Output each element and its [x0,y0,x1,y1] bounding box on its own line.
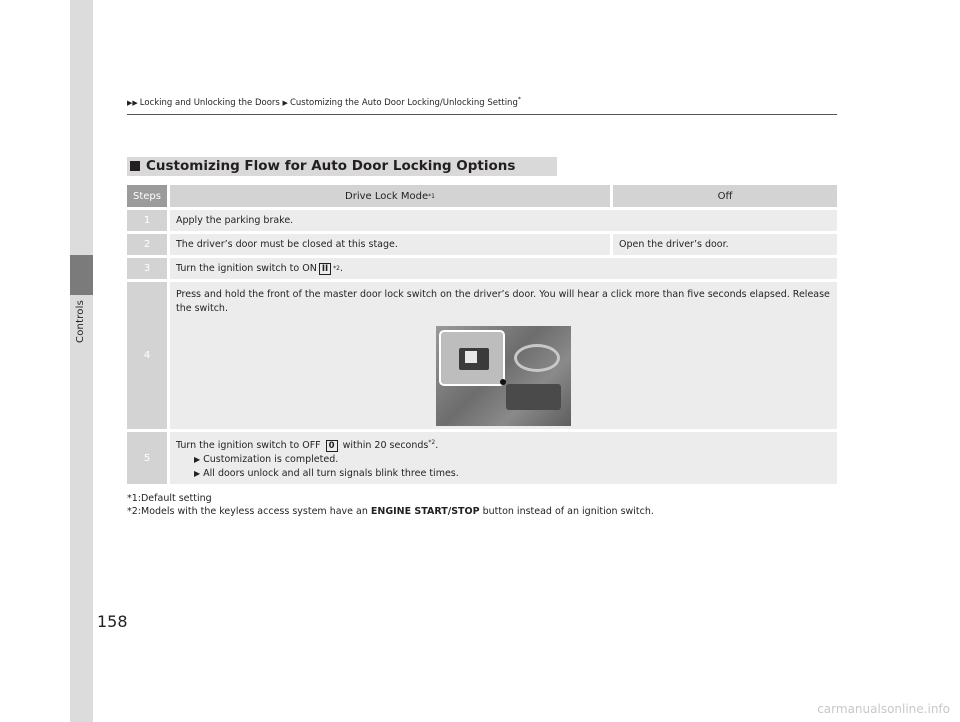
substep-line [176,467,831,481]
window-switch-panel [506,384,561,410]
pointer-dot [500,379,506,385]
sidebar-label: Controls [75,300,86,343]
substep-text: All doors unlock and all turn signals blink three times. [203,468,459,480]
lock-switch-button [465,351,477,363]
step-text-part: Turn the ignition switch to OFF [176,440,324,452]
footnote-ref: *1 [428,192,435,200]
step-text-part: Turn the ignition switch to ON [176,263,317,274]
header-rule [127,114,837,115]
sidebar-tab-controls[interactable] [70,255,93,295]
breadcrumb-arrow-icon: ▶ [282,98,288,107]
substep-text: Customization is completed. [203,454,339,466]
footnote-2-bold: ENGINE START/STOP [370,506,480,517]
step-text-paragraph: Press and hold the front of the master door lock switch on the driver’s door. You will hear a click more than five seconds elapsed. Release the switch. [176,289,830,314]
breadcrumb-mark: * [517,96,521,103]
table-row [127,210,837,231]
step-number: 1 [127,210,167,231]
header-steps: Steps [127,185,167,207]
sidebar [70,0,93,722]
step-text [170,258,837,279]
step-number: 3 [127,258,167,279]
breadcrumb-item-customizing[interactable]: Customizing the Auto Door Locking/Unlocking Setting [289,97,518,108]
page-number: 158 [97,612,128,631]
footnote-1: *1:Default setting [127,493,212,504]
section-title [127,157,557,176]
footnotes [127,492,654,518]
switch-detail-inset [439,330,505,386]
arrow-right-icon: ▶ [194,469,201,479]
footnote-2-text: *2:Models with the keyless access system have an [127,506,371,517]
breadcrumb [127,96,521,108]
breadcrumb-item-locking[interactable]: Locking and Unlocking the Doors [139,97,280,108]
header-off: Off [613,185,837,207]
square-bullet-icon [130,161,140,171]
substep-line [176,453,831,467]
ignition-key-icon: 0 [326,440,338,452]
door-lock-switch-photo [436,326,571,426]
footnote-2 [127,505,654,518]
table-header [127,185,837,207]
step-text: Apply the parking brake. [170,210,837,231]
step-text-drive-lock: The driver’s door must be closed at this stage. [170,234,610,255]
table-row [127,258,837,279]
table-row [127,282,837,429]
footnote-ref: *2 [333,265,340,272]
step-text-part: . [339,263,343,274]
watermark: carmanualsonline.info [817,702,950,716]
section-title-text: Customizing Flow for Auto Door Locking Options [146,158,516,174]
door-handle-shape [514,344,560,372]
ignition-key-icon: II [319,263,331,275]
step-number: 2 [127,234,167,255]
step-text-part: within 20 seconds [339,440,429,452]
step-text-part: . [435,440,439,452]
arrow-right-icon: ▶ [194,455,201,465]
step-text [170,432,837,484]
step-text-line [176,436,831,453]
footnote-ref: *2 [428,439,436,446]
footnote-2-text-end: button instead of an ignition switch. [479,506,654,517]
steps-table [127,185,837,487]
table-row [127,432,837,484]
step-text-off: Open the driver’s door. [613,234,837,255]
step-number: 4 [127,282,167,429]
breadcrumb-arrow-icon: ▶▶ [127,98,138,107]
step-text [170,282,837,429]
table-row [127,234,837,255]
step-number: 5 [127,432,167,484]
header-drive-lock-mode-text: Drive Lock Mode [345,190,429,202]
header-drive-lock-mode [170,185,610,207]
